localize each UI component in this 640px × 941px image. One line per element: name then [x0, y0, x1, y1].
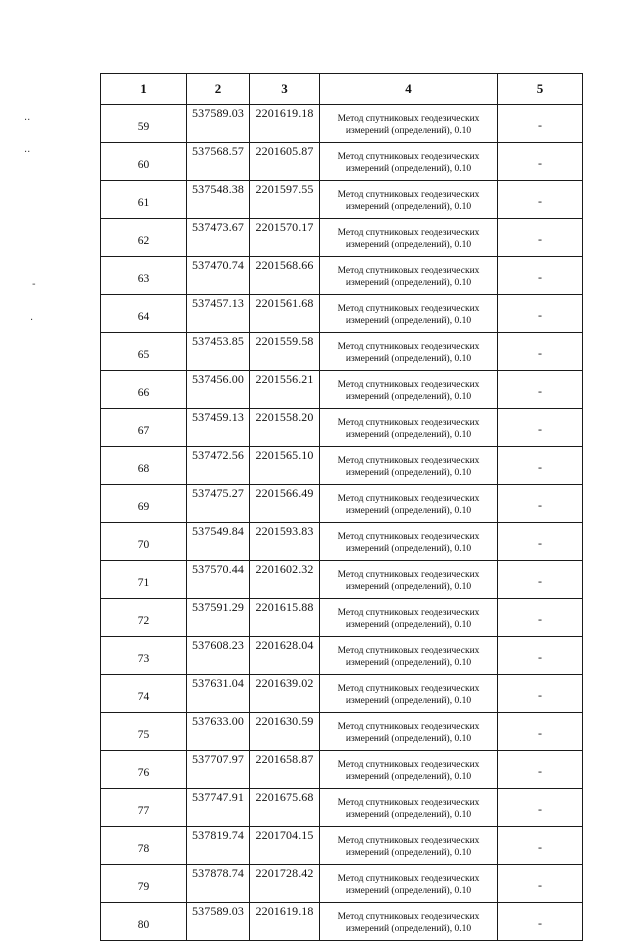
table-row	[101, 599, 583, 637]
y-coordinate-cell: 2201558.20	[250, 409, 320, 447]
y-coordinate-cell: 2201597.55	[250, 181, 320, 219]
x-coordinate-cell: 537548.38	[187, 181, 250, 219]
y-coordinate-cell: 2201628.04	[250, 637, 320, 675]
table-row	[101, 105, 583, 143]
method-accuracy-cell: Метод спутниковых геодезических измерений (определений), 0.10	[320, 827, 498, 865]
method-accuracy-cell: Метод спутниковых геодезических измерений (определений), 0.10	[320, 675, 498, 713]
header-col-3: 3	[250, 74, 320, 105]
point-number-cell: 69	[101, 485, 187, 523]
x-coordinate-cell: 537591.29	[187, 599, 250, 637]
y-coordinate-cell: 2201658.87	[250, 751, 320, 789]
x-coordinate-cell: 537631.04	[187, 675, 250, 713]
error-cell: -	[498, 751, 583, 789]
point-number-cell: 73	[101, 637, 187, 675]
header-col-4: 4	[320, 74, 498, 105]
error-cell: -	[498, 333, 583, 371]
table-row	[101, 561, 583, 599]
method-accuracy-cell: Метод спутниковых геодезических измерений (определений), 0.10	[320, 219, 498, 257]
y-coordinate-cell: 2201728.42	[250, 865, 320, 903]
x-coordinate-cell: 537608.23	[187, 637, 250, 675]
x-coordinate-cell: 537707.97	[187, 751, 250, 789]
error-cell: -	[498, 257, 583, 295]
point-number-cell: 61	[101, 181, 187, 219]
error-cell: -	[498, 181, 583, 219]
table-row	[101, 637, 583, 675]
table-row	[101, 751, 583, 789]
x-coordinate-cell: 537747.91	[187, 789, 250, 827]
table-row	[101, 257, 583, 295]
x-coordinate-cell: 537819.74	[187, 827, 250, 865]
y-coordinate-cell: 2201602.32	[250, 561, 320, 599]
point-number-cell: 75	[101, 713, 187, 751]
point-number-cell: 72	[101, 599, 187, 637]
scan-mark: ··	[24, 115, 31, 126]
header-col-1: 1	[101, 74, 187, 105]
method-accuracy-cell: Метод спутниковых геодезических измерений (определений), 0.10	[320, 789, 498, 827]
table-row	[101, 143, 583, 181]
y-coordinate-cell: 2201566.49	[250, 485, 320, 523]
y-coordinate-cell: 2201593.83	[250, 523, 320, 561]
table-row	[101, 485, 583, 523]
table-row	[101, 333, 583, 371]
error-cell: -	[498, 637, 583, 675]
table-row	[101, 181, 583, 219]
point-number-cell: 71	[101, 561, 187, 599]
header-col-5: 5	[498, 74, 583, 105]
point-number-cell: 79	[101, 865, 187, 903]
y-coordinate-cell: 2201605.87	[250, 143, 320, 181]
y-coordinate-cell: 2201675.68	[250, 789, 320, 827]
error-cell: -	[498, 485, 583, 523]
point-number-cell: 74	[101, 675, 187, 713]
y-coordinate-cell: 2201639.02	[250, 675, 320, 713]
y-coordinate-cell: 2201559.58	[250, 333, 320, 371]
table-row	[101, 523, 583, 561]
point-number-cell: 68	[101, 447, 187, 485]
point-number-cell: 76	[101, 751, 187, 789]
x-coordinate-cell: 537589.03	[187, 105, 250, 143]
x-coordinate-cell: 537570.44	[187, 561, 250, 599]
method-accuracy-cell: Метод спутниковых геодезических измерений (определений), 0.10	[320, 599, 498, 637]
error-cell: -	[498, 523, 583, 561]
table-row	[101, 827, 583, 865]
error-cell: -	[498, 143, 583, 181]
x-coordinate-cell: 537878.74	[187, 865, 250, 903]
error-cell: -	[498, 903, 583, 941]
error-cell: -	[498, 789, 583, 827]
point-number-cell: 70	[101, 523, 187, 561]
table-header-row	[101, 74, 583, 105]
table-row	[101, 903, 583, 941]
method-accuracy-cell: Метод спутниковых геодезических измерений (определений), 0.10	[320, 637, 498, 675]
y-coordinate-cell: 2201619.18	[250, 903, 320, 941]
table-row	[101, 409, 583, 447]
scan-mark: ··	[24, 147, 31, 158]
x-coordinate-cell: 537457.13	[187, 295, 250, 333]
error-cell: -	[498, 219, 583, 257]
point-number-cell: 67	[101, 409, 187, 447]
table-row	[101, 713, 583, 751]
method-accuracy-cell: Метод спутниковых геодезических измерений (определений), 0.10	[320, 561, 498, 599]
y-coordinate-cell: 2201570.17	[250, 219, 320, 257]
point-number-cell: 78	[101, 827, 187, 865]
y-coordinate-cell: 2201615.88	[250, 599, 320, 637]
table-row	[101, 219, 583, 257]
x-coordinate-cell: 537470.74	[187, 257, 250, 295]
x-coordinate-cell: 537568.57	[187, 143, 250, 181]
point-number-cell: 80	[101, 903, 187, 941]
error-cell: -	[498, 865, 583, 903]
scan-mark: -	[32, 279, 36, 290]
error-cell: -	[498, 599, 583, 637]
y-coordinate-cell: 2201568.66	[250, 257, 320, 295]
error-cell: -	[498, 409, 583, 447]
table-row	[101, 865, 583, 903]
point-number-cell: 60	[101, 143, 187, 181]
method-accuracy-cell: Метод спутниковых геодезических измерений (определений), 0.10	[320, 485, 498, 523]
header-col-2: 2	[187, 74, 250, 105]
point-number-cell: 66	[101, 371, 187, 409]
method-accuracy-cell: Метод спутниковых геодезических измерений (определений), 0.10	[320, 105, 498, 143]
y-coordinate-cell: 2201630.59	[250, 713, 320, 751]
point-number-cell: 59	[101, 105, 187, 143]
table-row	[101, 295, 583, 333]
table-row	[101, 789, 583, 827]
table-row	[101, 675, 583, 713]
method-accuracy-cell: Метод спутниковых геодезических измерений (определений), 0.10	[320, 143, 498, 181]
error-cell: -	[498, 713, 583, 751]
x-coordinate-cell: 537473.67	[187, 219, 250, 257]
point-number-cell: 77	[101, 789, 187, 827]
table-row	[101, 447, 583, 485]
method-accuracy-cell: Метод спутниковых геодезических измерений (определений), 0.10	[320, 257, 498, 295]
x-coordinate-cell: 537589.03	[187, 903, 250, 941]
error-cell: -	[498, 675, 583, 713]
point-number-cell: 63	[101, 257, 187, 295]
error-cell: -	[498, 561, 583, 599]
x-coordinate-cell: 537472.56	[187, 447, 250, 485]
method-accuracy-cell: Метод спутниковых геодезических измерений (определений), 0.10	[320, 333, 498, 371]
method-accuracy-cell: Метод спутниковых геодезических измерений (определений), 0.10	[320, 409, 498, 447]
table-row	[101, 371, 583, 409]
y-coordinate-cell: 2201561.68	[250, 295, 320, 333]
x-coordinate-cell: 537456.00	[187, 371, 250, 409]
method-accuracy-cell: Метод спутниковых геодезических измерений (определений), 0.10	[320, 371, 498, 409]
method-accuracy-cell: Метод спутниковых геодезических измерений (определений), 0.10	[320, 295, 498, 333]
x-coordinate-cell: 537633.00	[187, 713, 250, 751]
point-number-cell: 65	[101, 333, 187, 371]
method-accuracy-cell: Метод спутниковых геодезических измерений (определений), 0.10	[320, 713, 498, 751]
error-cell: -	[498, 447, 583, 485]
scan-mark: ·	[30, 315, 34, 326]
method-accuracy-cell: Метод спутниковых геодезических измерений (определений), 0.10	[320, 903, 498, 941]
x-coordinate-cell: 537475.27	[187, 485, 250, 523]
error-cell: -	[498, 295, 583, 333]
y-coordinate-cell: 2201565.10	[250, 447, 320, 485]
error-cell: -	[498, 105, 583, 143]
table-body	[101, 105, 583, 941]
method-accuracy-cell: Метод спутниковых геодезических измерений (определений), 0.10	[320, 751, 498, 789]
y-coordinate-cell: 2201704.15	[250, 827, 320, 865]
method-accuracy-cell: Метод спутниковых геодезических измерений (определений), 0.10	[320, 865, 498, 903]
y-coordinate-cell: 2201556.21	[250, 371, 320, 409]
error-cell: -	[498, 371, 583, 409]
x-coordinate-cell: 537459.13	[187, 409, 250, 447]
point-number-cell: 64	[101, 295, 187, 333]
method-accuracy-cell: Метод спутниковых геодезических измерений (определений), 0.10	[320, 181, 498, 219]
method-accuracy-cell: Метод спутниковых геодезических измерений (определений), 0.10	[320, 447, 498, 485]
method-accuracy-cell: Метод спутниковых геодезических измерений (определений), 0.10	[320, 523, 498, 561]
x-coordinate-cell: 537453.85	[187, 333, 250, 371]
point-number-cell: 62	[101, 219, 187, 257]
error-cell: -	[498, 827, 583, 865]
coordinates-table	[100, 73, 583, 941]
y-coordinate-cell: 2201619.18	[250, 105, 320, 143]
x-coordinate-cell: 537549.84	[187, 523, 250, 561]
